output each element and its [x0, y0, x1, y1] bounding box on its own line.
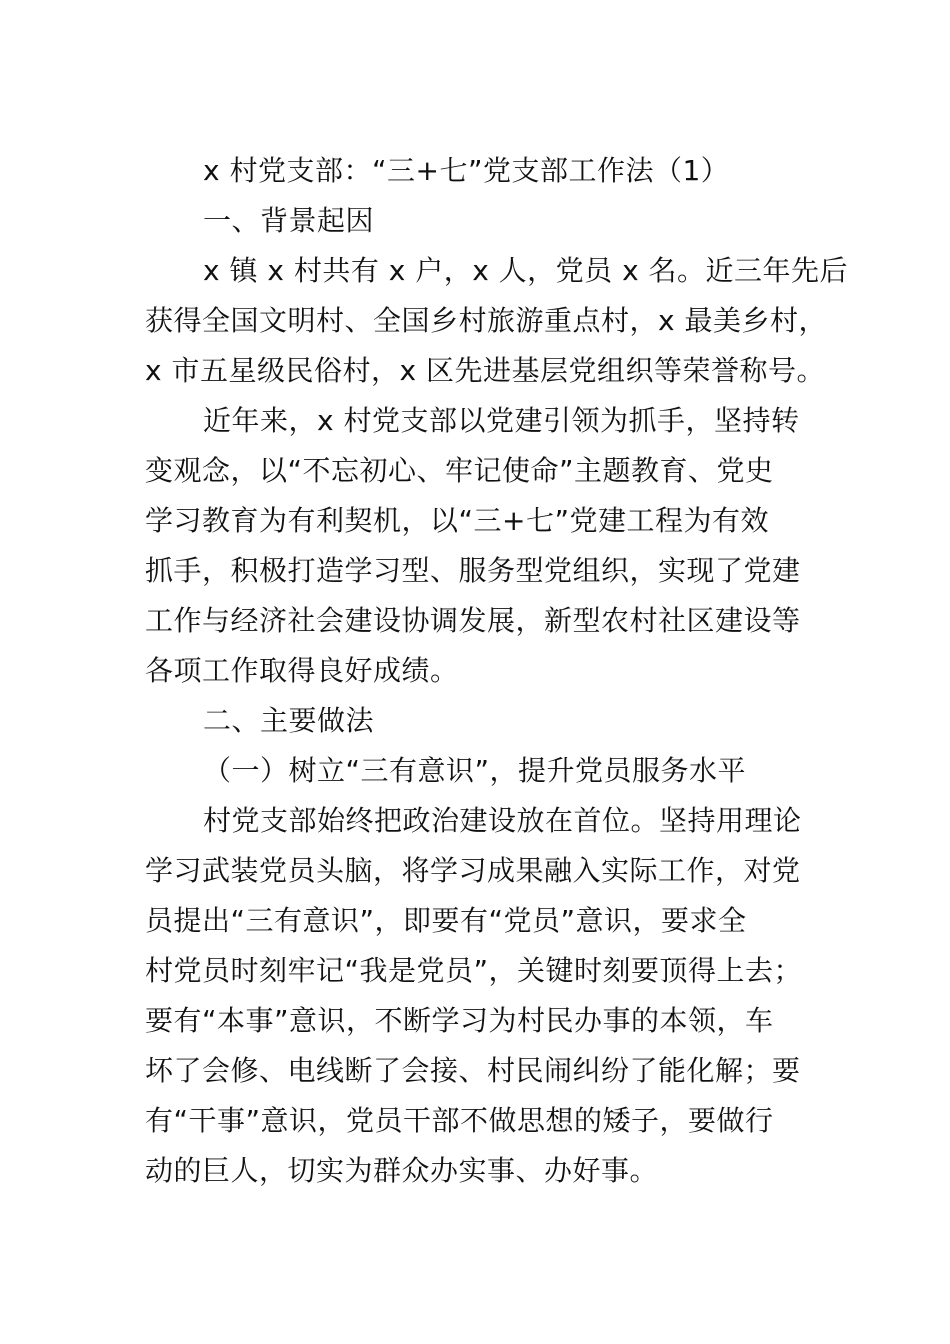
paragraph-line: 各项工作取得良好成绩。	[145, 654, 459, 687]
paragraph-line: 有“干事”意识，党员干部不做思想的矮子，要做行	[145, 1104, 774, 1137]
paragraph-line: x 市五星级民俗村，x 区先进基层党组织等荣誉称号。	[145, 354, 825, 387]
section-heading: 一、背景起因	[203, 204, 375, 237]
paragraph-line: 工作与经济社会建设协调发展，新型农村社区建设等	[145, 604, 801, 637]
paragraph-line: 坏了会修、电线断了会接、村民闹纠纷了能化解；要	[145, 1054, 801, 1087]
paragraph-line: 近年来，x 村党支部以党建引领为抓手，坚持转	[203, 404, 800, 437]
subsection-heading: （一）树立“三有意识”，提升党员服务水平	[203, 754, 747, 787]
paragraph-line: 员提出“三有意识”，即要有“党员”意识，要求全	[145, 904, 747, 937]
paragraph-line: 抓手，积极打造学习型、服务型党组织，实现了党建	[145, 554, 801, 587]
section-heading: 二、主要做法	[203, 704, 375, 737]
paragraph-line: 村党支部始终把政治建设放在首位。坚持用理论	[203, 804, 802, 837]
paragraph-line: 获得全国文明村、全国乡村旅游重点村，x 最美乡村，	[145, 304, 827, 337]
paragraph-line: x 镇 x 村共有 x 户，x 人，党员 x 名。近三年先后	[203, 254, 849, 287]
document-title: x 村党支部：“三+七”党支部工作法（1）	[203, 154, 730, 187]
paragraph-line: 村党员时刻牢记“我是党员”，关键时刻要顶得上去；	[145, 954, 803, 987]
paragraph-line: 学习教育为有利契机，以“三+七”党建工程为有效	[145, 504, 769, 537]
paragraph-line: 要有“本事”意识，不断学习为村民办事的本领，车	[145, 1004, 774, 1037]
paragraph-line: 动的巨人，切实为群众办实事、办好事。	[145, 1154, 659, 1187]
paragraph-line: 学习武装党员头脑，将学习成果融入实际工作，对党	[145, 854, 801, 887]
paragraph-line: 变观念，以“不忘初心、牢记使命”主题教育、党史	[145, 454, 774, 487]
